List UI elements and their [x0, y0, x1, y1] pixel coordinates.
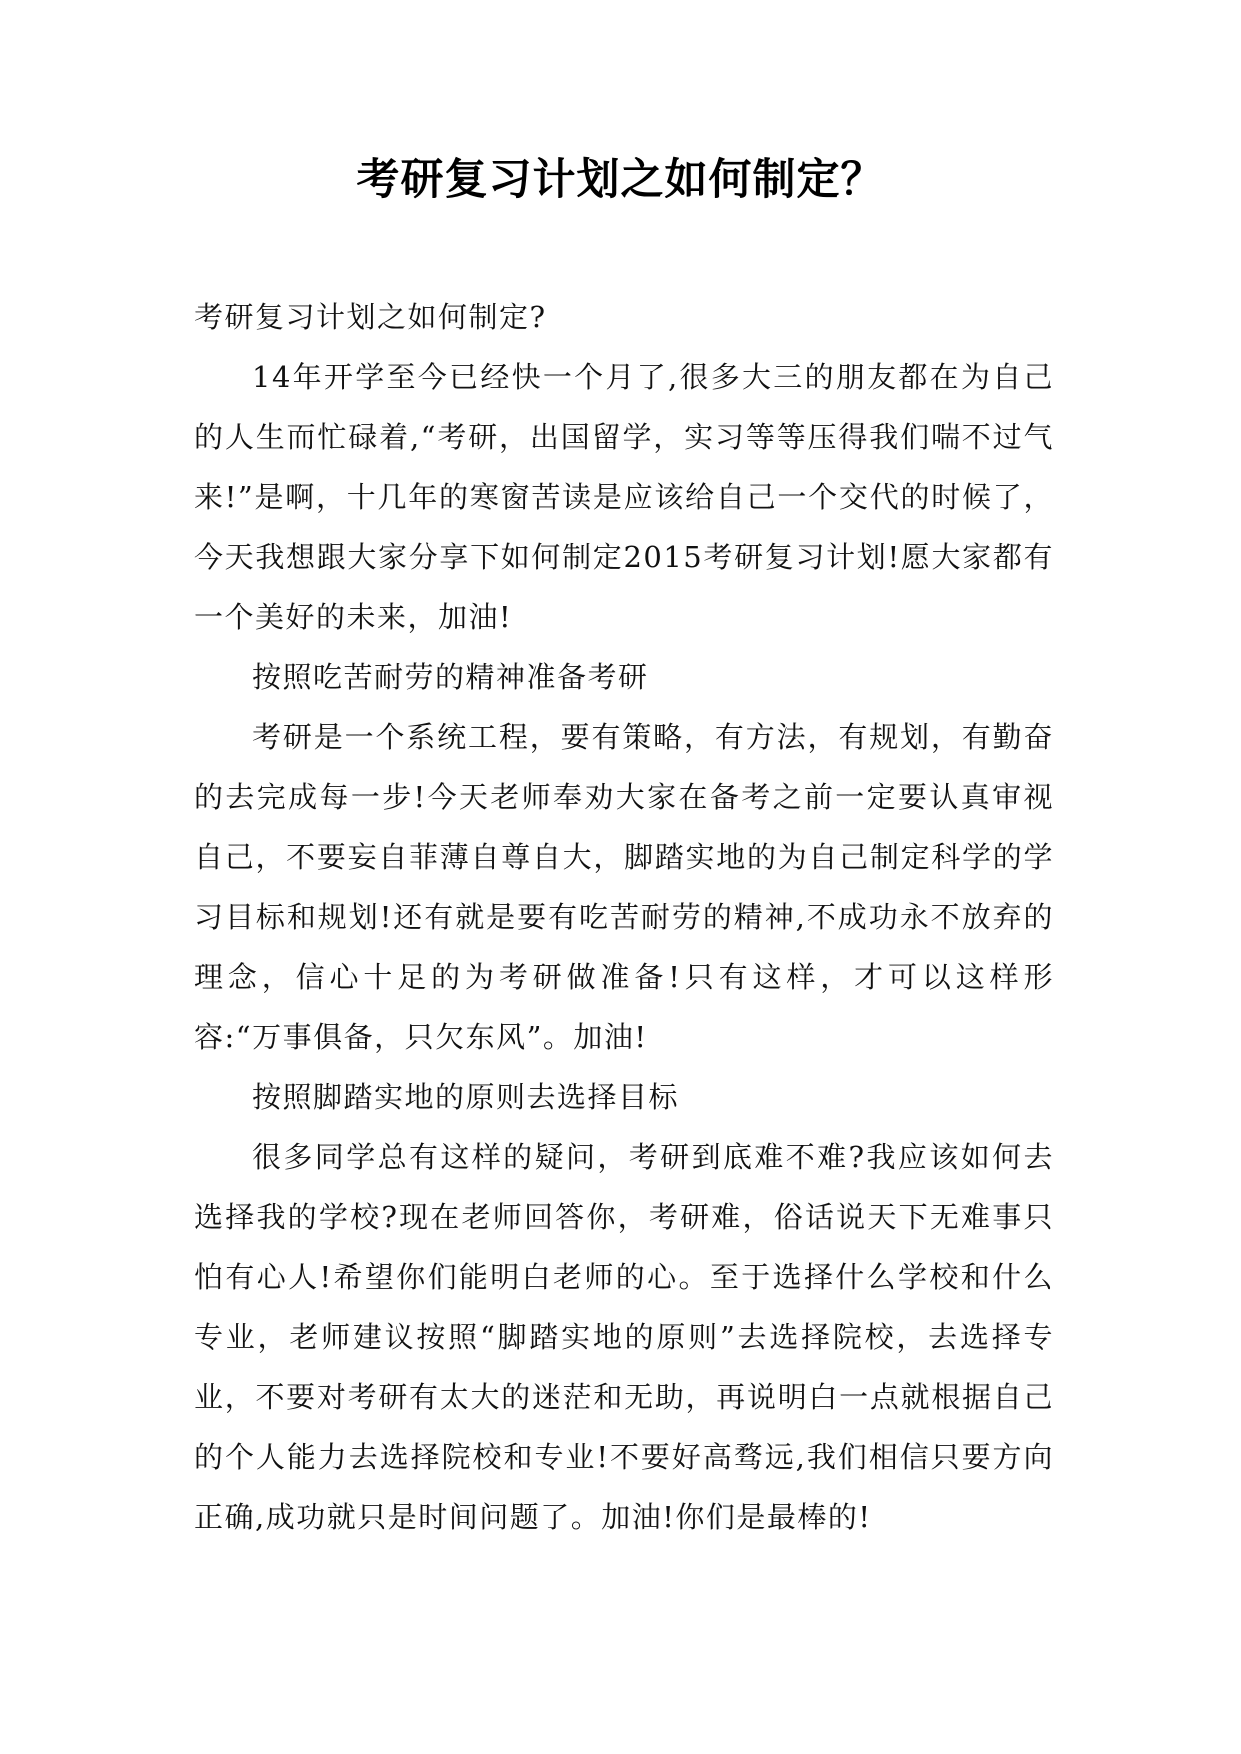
paragraph-intro: 14年开学至今已经快一个月了,很多大三的朋友都在为自己的人生而忙碌着,“考研，出国留学，实习等等压得我们喘不过气来!”是啊，十几年的寒窗苦读是应该给自己一个交代的时候了，今天我想跟大家分享下如何制定2015考研复习计划!愿大家都有一个美好的未来，加油!	[194, 360, 1054, 634]
paragraph-choose-target: 很多同学总有这样的疑问，考研到底难不难?我应该如何去选择我的学校?现在老师回答你，考研难，俗话说天下无难事只怕有心人!希望你们能明白老师的心。至于选择什么学校和什么专业，老师建议按照“脚踏实地的原则”去选择院校，去选择专业，不要对考研有太大的迷茫和无助，再说明白一点就根据自己的个人能力去选择院校和专业!不要好高骛远,我们相信只要方向正确,成功就只是时间问题了。加油!你们是最棒的!	[194, 1140, 1054, 1534]
section-heading-hard-work: 按照吃苦耐劳的精神准备考研	[252, 660, 649, 694]
document-body	[194, 287, 1054, 1547]
section-heading-choose-target: 按照脚踏实地的原则去选择目标	[252, 1080, 680, 1114]
document-title: 考研复习计划之如何制定？	[356, 155, 885, 205]
paragraph-hard-work: 考研是一个系统工程，要有策略，有方法，有规划，有勤奋的去完成每一步!今天老师奉劝大家在备考之前一定要认真审视自己，不要妄自菲薄自尊自大，脚踏实地的为自己制定科学的学习目标和规划!还有就是要有吃苦耐劳的精神,不成功永不放弃的理念，信心十足的为考研做准备!只有这样，才可以这样形容:“万事俱备，只欠东风”。加油!	[194, 720, 1054, 1054]
paragraph-heading-repeat: 考研复习计划之如何制定?	[194, 300, 547, 334]
